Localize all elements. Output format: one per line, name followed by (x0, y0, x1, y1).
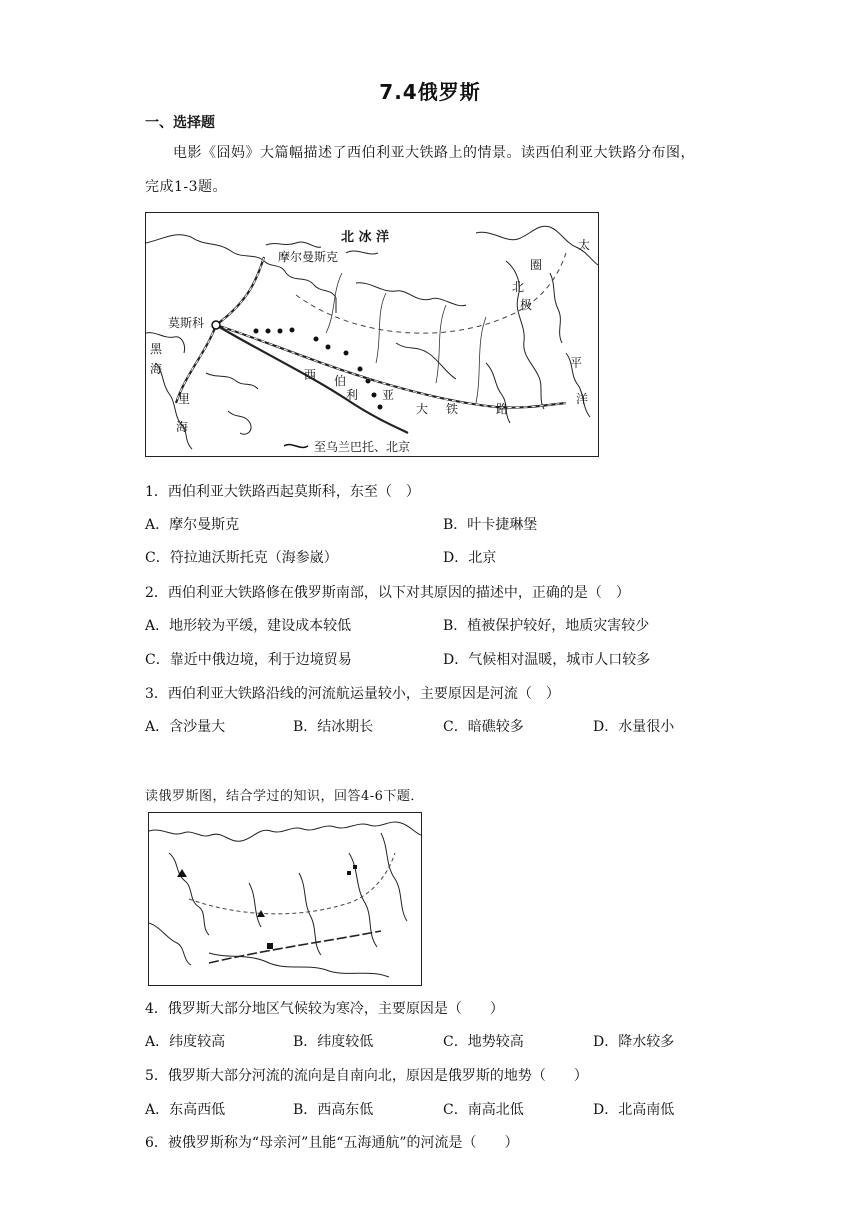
question-5-option-d: D．北高南低 (593, 1102, 675, 1118)
intro-line-2: 完成1-3题。 (145, 179, 228, 195)
trans-siberian-map (145, 212, 599, 457)
label-tie: 铁 (446, 402, 459, 416)
question-1-option-d: D．北京 (443, 550, 497, 566)
label-murmansk: 摩尔曼斯克 (278, 250, 339, 264)
label-bo: 伯 (334, 374, 347, 388)
label-circle: 圈 (530, 258, 543, 272)
label-black-sea-2: 海 (150, 362, 163, 376)
question-3-option-d: D．水量很小 (593, 719, 675, 735)
question-1-option-a: A．摩尔曼斯克 (145, 517, 240, 533)
label-pacific-1: 太 (578, 238, 591, 252)
intro-russia-map: 读俄罗斯图，结合学过的知识，回答4-6下题． (145, 789, 424, 804)
label-black-sea-1: 黑 (150, 342, 163, 356)
question-2-option-b: B．植被保护较好，地质灾害较少 (443, 618, 650, 634)
label-north-pole-1: 北 (512, 280, 525, 294)
question-6-stem: 6．被俄罗斯称为“母亲河”且能“五海通航”的河流是（ ） (145, 1135, 519, 1151)
label-arctic: 北 冰 洋 (341, 230, 390, 245)
question-3-option-b: B．结冰期长 (293, 719, 374, 735)
intro-line-1: 电影《囧妈》大篇幅描述了西伯利亚大铁路上的情景。读西伯利亚大铁路分布图， (173, 145, 695, 161)
label-ya: 亚 (382, 388, 395, 402)
question-3-option-a: A．含沙量大 (145, 719, 226, 735)
question-2-option-d: D．气候相对温暖，城市人口较多 (443, 652, 651, 668)
label-to-ub: 至乌兰巴托、北京 (314, 440, 411, 454)
label-da: 大 (416, 402, 429, 416)
russia-map (148, 812, 422, 986)
question-4-stem: 4．俄罗斯大部分地区气候较为寒冷，主要原因是（ ） (145, 1001, 504, 1017)
question-2-option-c: C．靠近中俄边境，利于边境贸易 (145, 652, 352, 668)
question-3-stem: 3．西伯利亚大铁路沿线的河流航运量较小，主要原因是河流（ ） (145, 686, 560, 702)
label-caspian-1: 里 (178, 392, 191, 406)
question-5-option-b: B．西高东低 (293, 1102, 374, 1118)
question-1-stem: 1．西伯利亚大铁路西起莫斯科，东至（ ） (145, 484, 420, 500)
question-4-option-a: A．纬度较高 (145, 1034, 226, 1050)
label-north-pole-2: 极 (520, 298, 533, 312)
label-moscow: 莫斯科 (168, 316, 205, 330)
question-2-option-a: A．地形较为平缓，建设成本较低 (145, 618, 352, 634)
question-3-option-c: C．暗礁较多 (443, 719, 524, 735)
label-xi: 西 (304, 368, 317, 382)
question-2-stem: 2．西伯利亚大铁路修在俄罗斯南部，以下对其原因的描述中，正确的是（ ） (145, 585, 630, 601)
label-pacific-2: 平 (570, 356, 583, 370)
question-4-option-d: D．降水较多 (593, 1034, 675, 1050)
label-caspian-2: 海 (176, 420, 189, 434)
label-pacific-3: 洋 (576, 392, 589, 406)
label-li: 利 (346, 388, 359, 402)
question-1-option-b: B．叶卡捷琳堡 (443, 517, 538, 533)
label-lu: 路 (496, 402, 509, 416)
question-4-option-c: C．地势较高 (443, 1034, 524, 1050)
section-heading: 一、选择题 (145, 115, 215, 131)
question-5-option-c: C．南高北低 (443, 1102, 524, 1118)
question-5-stem: 5．俄罗斯大部分河流的流向是自南向北，原因是俄罗斯的地势（ ） (145, 1068, 588, 1084)
question-1-option-c: C．符拉迪沃斯托克（海参崴） (145, 550, 338, 566)
page-title: 7.4俄罗斯 (379, 80, 481, 104)
question-5-option-a: A．东高西低 (145, 1102, 226, 1118)
question-4-option-b: B．纬度较低 (293, 1034, 374, 1050)
